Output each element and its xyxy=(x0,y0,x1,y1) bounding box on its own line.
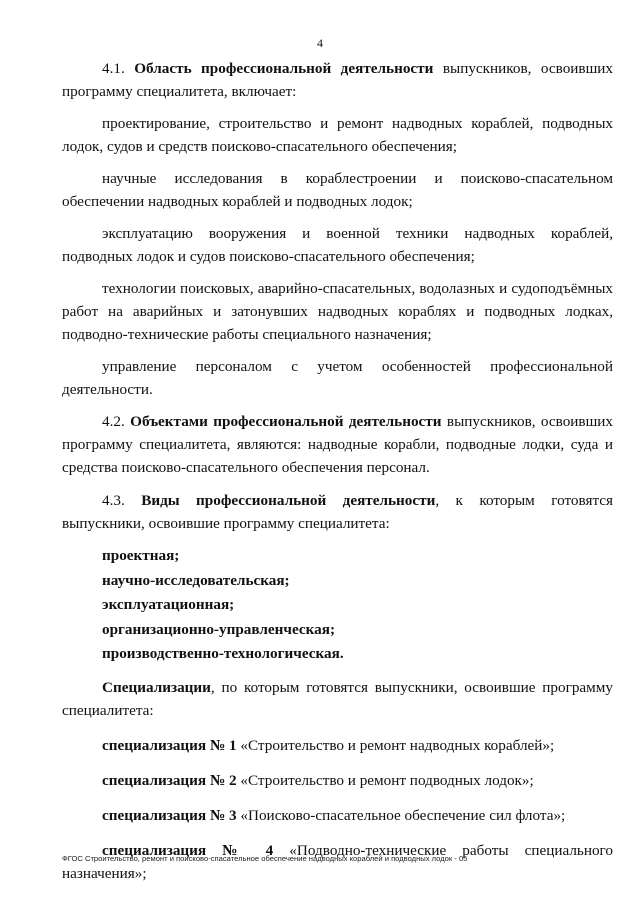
specialization-item xyxy=(62,734,613,757)
specializations-text: , по которым готовятся выпускники, освоившие программу специалитета: xyxy=(62,678,613,719)
activity-type-item: проектная; xyxy=(102,547,180,564)
section-4-1 xyxy=(62,57,613,103)
activity-area-item: технологии поисковых, аварийно-спасательных, водолазных и судоподъёмных работ на аварийных и затонувших надводных кораблях и подводных лодках, подводно-технические работы специального назначения; xyxy=(62,280,613,343)
specialization-title: «Поисково-спасательное обеспечение сил флота»; xyxy=(236,806,566,824)
specialization-label: специализация № 3 xyxy=(102,806,237,824)
activity-type-item: научно-исследовательская; xyxy=(102,571,290,589)
specialization-title: «Подводно-технические работы специального назначения»; xyxy=(62,841,613,882)
specialization-title: «Строительство и ремонт подводных лодок»; xyxy=(236,771,534,789)
section-text: , к которым готовятся выпускники, освоившие программу специалитета: xyxy=(62,492,613,532)
section-number: 4.2. xyxy=(102,413,131,430)
section-4-3 xyxy=(62,489,613,535)
specialization-title: «Строительство и ремонт надводных кораблей»; xyxy=(236,736,555,754)
activity-type-item: организационно-управленческая; xyxy=(102,620,335,638)
section-4-2 xyxy=(62,410,613,479)
activity-type-item: эксплуатационная; xyxy=(102,596,235,613)
section-text: выпускников, освоивших программу специалитета, являются: надводные корабли, подводные лодки, суда и средства поисково-спасательного обеспечения персонал. xyxy=(62,413,614,476)
specialization-item xyxy=(62,804,613,827)
specialization-label: специализация № 1 xyxy=(102,736,237,754)
specialization-label: специализация № 2 xyxy=(102,771,237,789)
activity-types-list xyxy=(62,544,613,667)
specialization-item xyxy=(62,769,613,792)
activity-area-item: научные исследования в кораблестроении и поисково-спасательном обеспечении надводных кораблей и подводных лодок; xyxy=(62,170,613,210)
section-heading: Область профессиональной деятельности xyxy=(134,60,434,77)
document-body xyxy=(62,57,613,885)
specializations-heading: Специализации xyxy=(102,678,211,696)
activity-type-item: производственно-технологическая. xyxy=(102,645,344,662)
activity-area-item: управление персоналом с учетом особенностей профессиональной деятельности. xyxy=(62,358,613,398)
activity-area-item: проектирование, строительство и ремонт надводных кораблей, подводных лодок, судов и средств поисково-спасательного обеспечения; xyxy=(62,115,613,155)
section-text: выпускников, освоивших программу специалитета, включает: xyxy=(62,60,613,100)
page-number: 4 xyxy=(317,36,323,50)
specializations-intro xyxy=(62,676,613,722)
activity-area-item: эксплуатацию вооружения и военной техники надводных кораблей, подводных лодок и судов поисково-спасательного обеспечения; xyxy=(62,225,613,265)
section-number: 4.1. xyxy=(102,60,135,77)
specialization-label: специализация № 4 xyxy=(102,841,274,859)
section-heading: Объектами профессиональной деятельности xyxy=(130,413,442,430)
section-heading: Виды профессиональной деятельности xyxy=(141,492,436,509)
section-number: 4.3. xyxy=(102,492,142,509)
document-footer: ФГОС Строительство, ремонт и поисково-спасательное обеспечение надводных кораблей и подводных лодок - 05 xyxy=(62,854,468,863)
